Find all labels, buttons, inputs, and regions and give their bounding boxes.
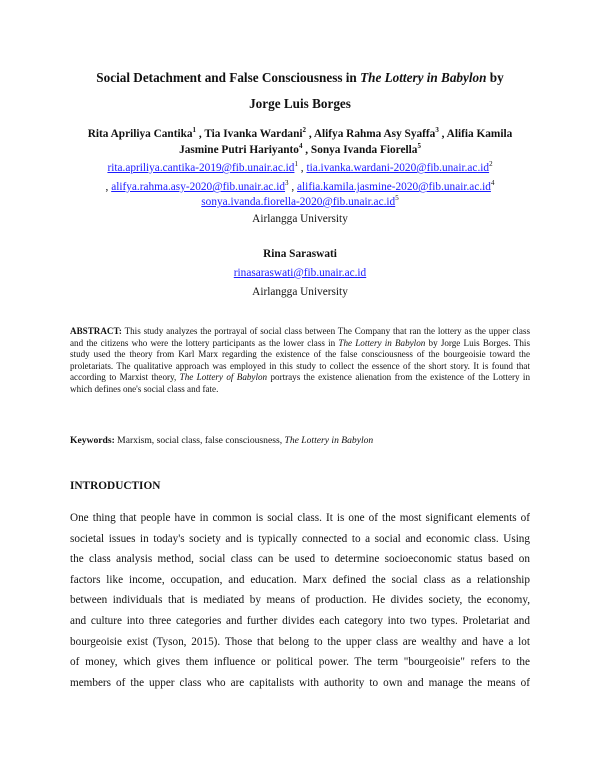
keywords-italic: The Lottery in Babylon <box>284 435 374 446</box>
title-line-2: Jorge Luis Borges <box>249 96 351 111</box>
email-sup: 4 <box>490 179 495 188</box>
paragraph-line: between individuals that is mediated by means of production. He divides society, the economy, <box>70 594 530 607</box>
title-text-end: by <box>486 70 504 85</box>
author-separator: , <box>302 144 311 156</box>
author-sup: 1 <box>192 126 197 135</box>
email-separator: , <box>297 162 307 174</box>
author-name: Tia Ivanka Wardani <box>204 128 303 140</box>
author-line-2 <box>40 143 560 158</box>
email-line-3 <box>40 195 560 210</box>
email-link[interactable]: alifia.kamila.jasmine-2020@fib.unair.ac.id <box>297 181 491 193</box>
email-link[interactable]: tia.ivanka.wardani-2020@fib.unair.ac.id <box>306 162 490 174</box>
author-separator: , <box>196 128 205 140</box>
email-link[interactable]: sonya.ivanda.fiorella-2020@fib.unair.ac.id <box>201 196 396 208</box>
paragraph-line: members of the upper class who are capitalists with authority to own and manage the means of <box>70 676 530 689</box>
email-separator: , <box>105 181 112 193</box>
affiliation: Airlangga University <box>252 213 348 225</box>
author-2-name: Rina Saraswati <box>263 248 337 260</box>
email-line-2 <box>40 180 560 195</box>
author-separator: , <box>306 128 314 140</box>
abstract-text: This study analyzes the portrayal of social class between The Company that ran the lottery as the upper class and the citizens who were the lottery participants as the lower class in <box>70 326 530 348</box>
author-sup: 4 <box>298 142 303 151</box>
intro-paragraph <box>70 508 530 693</box>
author-sup: 2 <box>302 126 306 135</box>
paragraph-line: of money, which gives them influence or political power. The term "bourgeoisie" refers to the <box>70 656 530 669</box>
email-sup: 5 <box>395 194 399 203</box>
email-link[interactable]: rita.apriliya.cantika-2019@fib.unair.ac.id <box>107 162 295 174</box>
abstract <box>70 326 530 396</box>
keywords-text: Marxism, social class, false consciousness, <box>114 435 285 446</box>
paragraph-line: bourgeoisie exist (Tyson, 2015). Those that belong to the upper class are wealthy and have a lot <box>70 635 530 648</box>
abstract-text: portrays the existence alienation from the existence of the Lottery in which defines one's social class and fate. <box>70 372 531 394</box>
paragraph-line: and culture into three categories and further divides each category into two types. Proletariat and <box>70 614 530 627</box>
author-name: Sonya Ivanda Fiorella <box>310 144 418 156</box>
email-sup: 3 <box>285 179 289 188</box>
author-2-affiliation: Airlangga University <box>252 286 348 298</box>
title-text: Social Detachment and False Consciousness in <box>96 70 361 85</box>
section-heading: INTRODUCTION <box>70 480 161 492</box>
author-sup: 3 <box>435 126 439 135</box>
author-separator: , <box>438 128 447 140</box>
title-line-1 <box>40 68 560 88</box>
author-name: Rita Apriliya Cantika <box>87 128 193 140</box>
keywords <box>70 435 530 447</box>
paragraph-line: factors like income, occupation, and education. Marx defined the social class as a relationship <box>70 573 530 586</box>
abstract-label: ABSTRACT: <box>70 326 122 336</box>
author-name: Jasmine Putri Hariyanto <box>179 144 299 156</box>
author-sup: 5 <box>417 142 421 151</box>
abstract-italic: The Lottery of Babylon <box>179 372 268 383</box>
paragraph-line: societal issues in today's society and is typically connected to a social and economic class. Using <box>70 532 530 545</box>
abstract-italic: The Lottery in Babylon <box>338 337 426 348</box>
title-italic-text: The Lottery in Babylon <box>360 70 487 85</box>
paragraph-line: the class analysis method, social class can be used to determine socioeconomic status based on <box>70 553 530 566</box>
author-line-1 <box>40 127 560 142</box>
email-separator: , <box>288 181 298 193</box>
email-line-1 <box>40 161 560 176</box>
abstract-text: by Jorge Luis Borges. This study used the theory from Karl Marx regarding the existence of the false consciousness of the bourgeoisie toward the proletariats. The qualitative approach was employed in this study to collect the essence of the short story. It is found that according to Marxist theory, <box>70 337 530 383</box>
email-sup: 1 <box>294 160 298 169</box>
author-name: Alifya Rahma Asy Syaffa <box>313 128 436 140</box>
keywords-label: Keywords: <box>70 435 115 446</box>
paragraph-line: One thing that people have in common is social class. It is one of the most significant elements of <box>70 512 530 524</box>
author-name: Alifia Kamila <box>446 128 513 140</box>
email-sup: 2 <box>489 160 493 169</box>
paper-title <box>40 68 560 114</box>
author-2-email-link[interactable]: rinasaraswati@fib.unair.ac.id <box>233 267 367 279</box>
email-link[interactable]: alifya.rahma.asy-2020@fib.unair.ac.id <box>111 181 286 193</box>
